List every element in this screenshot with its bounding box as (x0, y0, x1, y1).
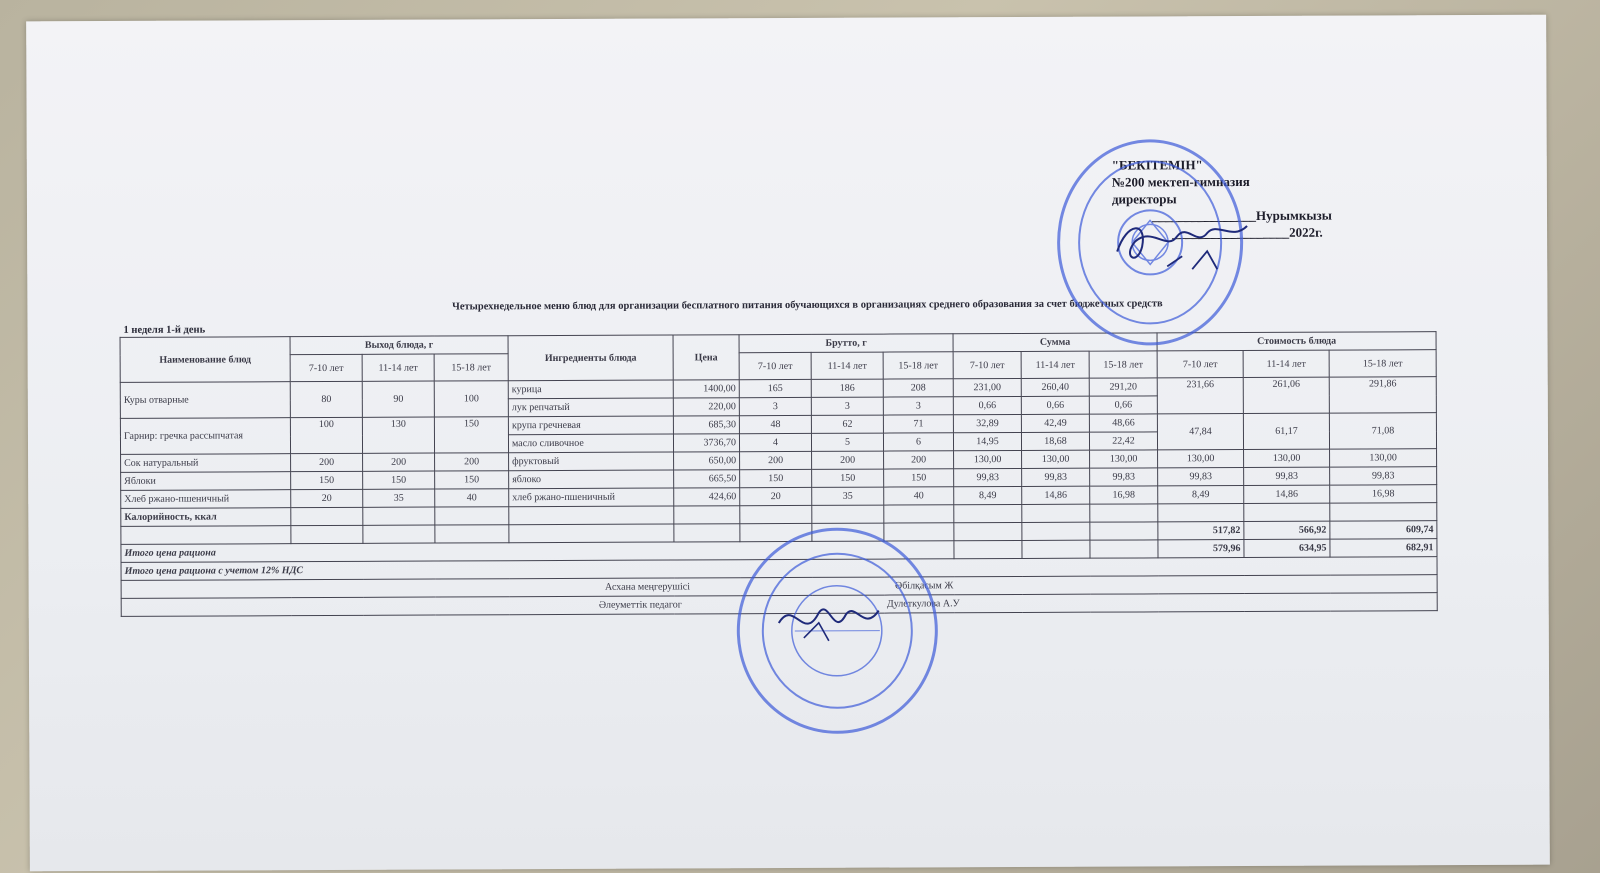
sum-cell: 0,66 (953, 396, 1021, 414)
empty-cell (812, 523, 884, 541)
price-cell: 1400,00 (673, 380, 739, 398)
total-vat-cell: 579,96 (1158, 540, 1244, 558)
cost-cell: 16,98 (1330, 485, 1437, 503)
empty-cell (1090, 522, 1158, 540)
brutto-cell: 48 (739, 415, 811, 433)
header-age: 11-14 лет (362, 354, 434, 381)
header-age: 15-18 лет (1329, 350, 1436, 377)
cost-cell: 8,49 (1158, 486, 1244, 504)
price-cell: 220,00 (673, 398, 739, 416)
empty-cell (884, 523, 954, 541)
yield-cell: 150 (363, 471, 435, 489)
sum-cell: 99,83 (1090, 468, 1158, 486)
brutto-cell: 200 (740, 451, 812, 469)
menu-table (120, 331, 1438, 617)
empty-cell (291, 507, 363, 525)
sum-cell: 99,83 (954, 468, 1022, 486)
approval-heading: "БЕКІТЕМІН" (1111, 157, 1203, 173)
yield-cell: 130 (362, 417, 434, 453)
ingredient-cell: яблоко (509, 470, 674, 489)
empty-cell (435, 507, 509, 525)
cost-cell: 99,83 (1244, 467, 1330, 485)
header-age: 7-10 лет (290, 354, 362, 381)
cost-cell: 130,00 (1330, 449, 1437, 467)
ingredient-cell: крупа гречневая (508, 416, 673, 435)
empty-cell (740, 523, 812, 541)
price-cell: 665,50 (674, 470, 740, 488)
empty-cell (1090, 540, 1158, 558)
yield-cell: 150 (291, 471, 363, 489)
price-cell: 3736,70 (673, 434, 739, 452)
header-age: 15-18 лет (434, 354, 508, 381)
empty-cell (1090, 504, 1158, 522)
yield-cell: 90 (362, 381, 434, 417)
approval-position: директоры (1111, 191, 1177, 207)
yield-cell: 100 (434, 381, 508, 417)
social-name: Дулеткулова А.У (886, 598, 960, 610)
social-role: Әлеуметтік педагог (598, 599, 682, 611)
total-cost-cell: 609,74 (1330, 521, 1437, 539)
dish-name: Сок натуральный (121, 454, 291, 473)
header-price: Цена (673, 335, 739, 380)
yield-cell: 200 (435, 453, 509, 471)
yield-cell: 150 (435, 471, 509, 489)
empty-cell (121, 526, 291, 545)
empty-cell (740, 505, 812, 523)
totals-vat-label: Итого цена рациона с учетом 12% НДС (121, 557, 1437, 581)
sum-cell: 130,00 (1090, 450, 1158, 468)
sum-cell: 291,20 (1089, 378, 1157, 396)
brutto-cell: 5 (811, 433, 883, 451)
empty-cell (435, 525, 509, 543)
dish-name: Гарнир: гречка рассыпчатая (120, 418, 290, 455)
brutto-cell: 186 (811, 379, 883, 397)
dish-name: Яблоки (121, 472, 291, 491)
sum-cell: 0,66 (1021, 396, 1089, 414)
ingredient-cell: курица (508, 380, 673, 399)
dish-name: Куры отварные (120, 382, 290, 419)
empty-cell (363, 507, 435, 525)
empty-cell (363, 525, 435, 543)
sum-cell: 0,66 (1089, 396, 1157, 414)
cost-cell: 71,08 (1329, 413, 1436, 449)
empty-cell (291, 525, 363, 543)
sum-cell: 16,98 (1090, 486, 1158, 504)
approval-school: №200 мектеп-гимназия (1111, 173, 1250, 190)
yield-cell: 35 (363, 489, 435, 507)
header-age: 7-10 лет (953, 351, 1021, 378)
week-day-label: 1 неделя 1-й день (123, 324, 206, 336)
header-sum: Сумма (953, 333, 1157, 352)
yield-cell: 80 (290, 381, 362, 417)
empty-cell (1158, 504, 1244, 522)
cost-cell: 231,66 (1157, 378, 1243, 414)
brutto-cell: 3 (811, 397, 883, 415)
yield-cell: 150 (434, 417, 508, 453)
empty-cell (812, 505, 884, 523)
total-cost-cell: 517,82 (1158, 522, 1244, 540)
header-age: 11-14 лет (1021, 351, 1089, 378)
total-vat-cell: 634,95 (1244, 539, 1330, 557)
brutto-cell: 3 (883, 397, 953, 415)
document-title: Четырехнедельное меню блюд для организации бесплатного питания обучающихся в организациях среднего образования за счет бюджетных средств (452, 298, 1163, 313)
cost-cell: 61,17 (1243, 413, 1329, 449)
empty-cell (954, 522, 1022, 540)
cost-cell: 261,06 (1243, 377, 1329, 413)
sum-cell: 32,89 (953, 414, 1021, 432)
empty-cell (674, 524, 740, 542)
cost-cell: 99,83 (1158, 468, 1244, 486)
document-page (26, 15, 1550, 872)
empty-cell (1022, 504, 1090, 522)
header-cost: Стоимость блюда (1157, 332, 1436, 351)
price-cell: 424,60 (674, 488, 740, 506)
sum-cell: 130,00 (1022, 450, 1090, 468)
total-cost-cell: 566,92 (1244, 521, 1330, 539)
sum-cell: 231,00 (953, 378, 1021, 396)
empty-cell (1244, 503, 1330, 521)
header-yield: Выход блюда, г (290, 336, 508, 355)
cost-cell: 130,00 (1158, 450, 1244, 468)
ingredient-cell: масло сливочное (508, 434, 673, 453)
empty-cell (509, 524, 674, 543)
header-dish: Наименование блюд (120, 337, 290, 383)
approval-date-text: 2022г. (1289, 224, 1323, 240)
header-age: 7-10 лет (739, 352, 811, 379)
sum-cell: 14,95 (953, 432, 1021, 450)
empty-cell (674, 506, 740, 524)
chef-role: Асхана меңгерушісі (604, 581, 690, 593)
sum-cell: 260,40 (1021, 378, 1089, 396)
price-cell: 685,30 (673, 416, 739, 434)
brutto-cell: 20 (740, 487, 812, 505)
yield-cell: 200 (363, 453, 435, 471)
brutto-cell: 150 (884, 469, 954, 487)
sum-cell: 48,66 (1089, 414, 1157, 432)
header-age: 11-14 лет (811, 352, 883, 379)
brutto-cell: 4 (739, 433, 811, 451)
sum-cell: 42,49 (1021, 414, 1089, 432)
brutto-cell: 35 (812, 487, 884, 505)
header-age: 7-10 лет (1157, 351, 1243, 378)
empty-cell (1330, 503, 1437, 521)
header-age: 15-18 лет (1089, 351, 1157, 378)
cost-cell: 99,83 (1330, 467, 1437, 485)
brutto-cell: 150 (740, 469, 812, 487)
yield-cell: 100 (290, 417, 362, 453)
brutto-cell: 3 (739, 397, 811, 415)
brutto-cell: 200 (812, 451, 884, 469)
chef-name: Әбілқасым Ж (894, 580, 954, 592)
price-cell: 650,00 (674, 452, 740, 470)
header-brutto: Брутто, г (739, 334, 953, 353)
cost-cell: 47,84 (1157, 414, 1243, 450)
brutto-cell: 200 (884, 451, 954, 469)
brutto-cell: 40 (884, 487, 954, 505)
sum-cell: 14,86 (1022, 486, 1090, 504)
header-age: 11-14 лет (1243, 350, 1329, 377)
approval-director-name: ________________Нурымкызы (1151, 207, 1332, 224)
brutto-cell: 71 (883, 415, 953, 433)
ingredient-cell: хлеб ржано-пшеничный (509, 488, 674, 507)
yield-cell: 20 (291, 489, 363, 507)
ingredient-cell: лук репчатый (508, 398, 673, 417)
approval-date: __________________2022г. (1172, 224, 1323, 241)
sum-cell: 130,00 (954, 450, 1022, 468)
approval-block (1112, 155, 1372, 241)
cost-cell: 130,00 (1244, 449, 1330, 467)
sum-cell: 99,83 (1022, 468, 1090, 486)
empty-cell (1022, 540, 1090, 558)
empty-cell (884, 505, 954, 523)
calories-label: Калорийность, ккал (121, 508, 291, 527)
empty-cell (954, 540, 1022, 558)
header-ingredients: Ингредиенты блюда (508, 335, 673, 381)
brutto-cell: 6 (883, 433, 953, 451)
totals-label: Итого цена рациона (121, 541, 954, 563)
sum-cell: 22,42 (1089, 432, 1157, 450)
empty-cell (1022, 522, 1090, 540)
yield-cell: 200 (291, 453, 363, 471)
brutto-cell: 208 (883, 379, 953, 397)
ingredient-cell: фруктовый (509, 452, 674, 471)
total-vat-cell: 682,91 (1330, 539, 1437, 557)
approval-director-name-text: Нурымкызы (1255, 207, 1332, 223)
cost-cell: 14,86 (1244, 485, 1330, 503)
sum-cell: 8,49 (954, 486, 1022, 504)
sum-cell: 18,68 (1021, 432, 1089, 450)
cost-cell: 291,86 (1329, 377, 1436, 413)
brutto-cell: 62 (811, 415, 883, 433)
brutto-cell: 165 (739, 379, 811, 397)
empty-cell (509, 506, 674, 525)
yield-cell: 40 (435, 489, 509, 507)
empty-cell (954, 504, 1022, 522)
brutto-cell: 150 (812, 469, 884, 487)
dish-name: Хлеб ржано-пшеничный (121, 490, 291, 509)
header-age: 15-18 лет (883, 352, 953, 379)
